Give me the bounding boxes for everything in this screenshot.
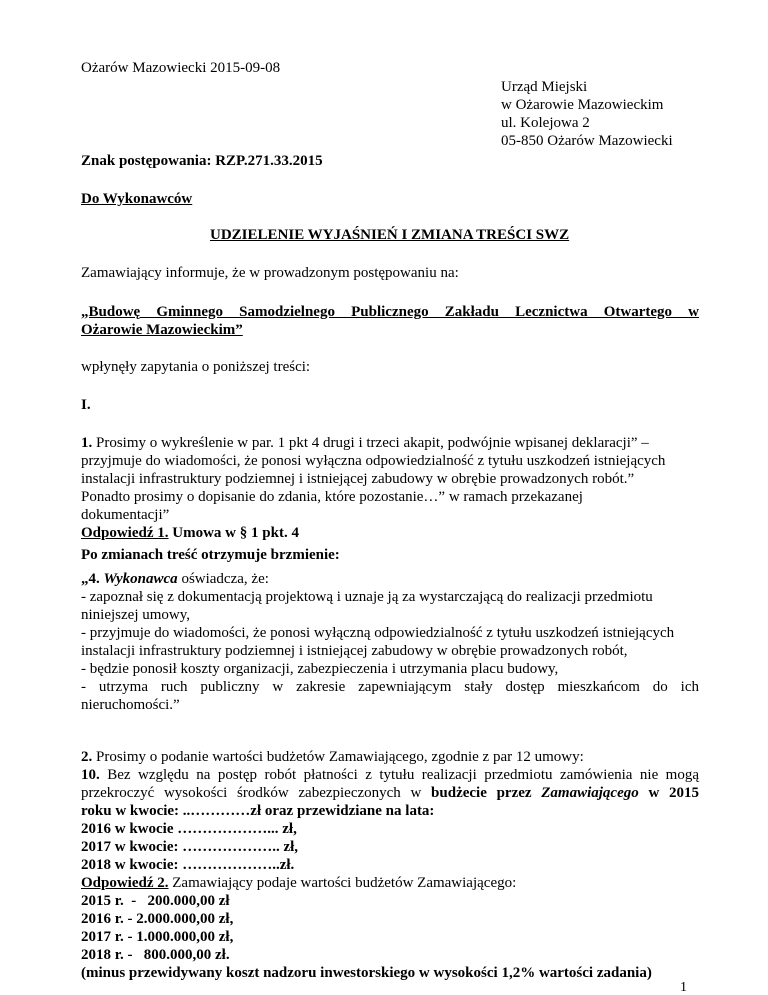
answer-2-text: Zamawiający podaje wartości budżetów Zamawiającego:: [168, 875, 517, 891]
paragraph-10-text: Bez względu na postęp robót płatności z tytułu realizacji przedmiotu zamówienia nie mogą: [107, 767, 700, 783]
quote-bullet-1: - zapoznał się z dokumentacją projektową i uznaje ją za wystarczającą do realizacji przedmiotu: [81, 589, 653, 605]
year-2018-line: 2018 w kwocie: ………………..zł.: [81, 857, 295, 873]
quote-bullet-2: - przyjmuje do wiadomości, że ponosi wyłączną odpowiedzialność z tytułu uszkodzeń istniejących: [81, 625, 675, 641]
intro-text: Zamawiający informuje, że w prowadzonym postępowaniu na:: [81, 265, 459, 281]
question-1-number: 1.: [81, 435, 93, 451]
answer-2-label: Odpowiedź 2.: [81, 875, 169, 891]
quote-bullet-2-cont: instalacji infrastruktury podziemnej i istniejącej zabudowy w obrębie prowadzonych robót,: [81, 643, 628, 659]
quote-bullet-1-cont: niniejszej umowy,: [81, 607, 191, 623]
answer-1-heading: [81, 524, 299, 542]
project-title-line-2: Ożarowie Mazowieckim”: [81, 322, 243, 338]
after-change-heading: Po zmianach treść otrzymuje brzmienie:: [81, 547, 340, 563]
answer-2-heading: [81, 874, 516, 892]
paragraph-10-employer: Zamawiającego: [541, 785, 639, 801]
paragraph-10-l2a: przekroczyć wysokości środków zabezpieczonych w: [81, 785, 432, 801]
received-text: wpłynęły zapytania o poniższej treści:: [81, 359, 311, 375]
addressee: Do Wykonawców: [81, 191, 193, 207]
paragraph-10-line-2: [81, 784, 699, 802]
question-1-text: Prosimy o wykreślenie w par. 1 pkt 4 drugi i trzeci akapit, podwójnie wpisanej deklaracji” –: [96, 435, 649, 451]
question-1-line-4: Ponadto prosimy o dopisanie do zdania, które pozostanie…” w ramach przekazanej: [81, 489, 583, 505]
question-2-text: Prosimy o podanie wartości budżetów Zamawiającego, zgodnie z par 12 umowy:: [96, 749, 584, 765]
recipient-line-2: w Ożarowie Mazowieckim: [501, 97, 664, 113]
quote-bullet-4-cont: nieruchomości.”: [81, 697, 180, 713]
paragraph-10-l2e: w 2015: [638, 785, 699, 801]
question-1-line-1: [81, 434, 649, 452]
question-1-line-3: instalacji infrastruktury podziemnej i istniejącej zabudowy w obrębie prowadzonych robót.”: [81, 471, 635, 487]
recipient-line-1: Urząd Miejski: [501, 79, 588, 95]
recipient-line-4: 05-850 Ożarów Mazowiecki: [501, 133, 673, 149]
paragraph-10-l2c: przez: [486, 785, 542, 801]
quote-contractor: Wykonawca: [103, 571, 178, 587]
quote-bullet-4: - utrzyma ruch publiczny w zakresie zapewniającym stały dostęp mieszkańcom do ich: [81, 679, 699, 695]
budget-2017: 2017 r. - 1.000.000,00 zł,: [81, 929, 234, 945]
question-2-line-1: [81, 748, 584, 766]
answer-1-label: Odpowiedź 1.: [81, 525, 169, 541]
page-title: UDZIELENIE WYJAŚNIEŃ I ZMIANA TREŚCI SWZ: [210, 227, 570, 243]
case-number: Znak postępowania: RZP.271.33.2015: [81, 153, 323, 169]
question-1-line-2: przyjmuje do wiadomości, że ponosi wyłączna odpowiedzialność z tytułu uszkodzeń istniejących: [81, 453, 666, 469]
paragraph-10-number: 10.: [81, 767, 100, 783]
quote-rest: oświadcza, że:: [177, 571, 269, 587]
place-date: Ożarów Mazowiecki 2015-09-08: [81, 60, 281, 76]
budget-2018: 2018 r. - 800.000,00 zł.: [81, 947, 230, 963]
paragraph-10-line-3: roku w kwocie: ..…………zł oraz przewidziane na lata:: [81, 803, 435, 819]
question-2-number: 2.: [81, 749, 93, 765]
page-number: 1: [680, 980, 687, 995]
budget-2015: 2015 r. - 200.000,00 zł: [81, 893, 230, 909]
quote-bullet-3: - będzie ponosił koszty organizacji, zabezpieczenia i utrzymania placu budowy,: [81, 661, 559, 677]
paragraph-10-budget: budżecie: [431, 785, 487, 801]
recipient-line-3: ul. Kolejowa 2: [501, 115, 590, 131]
year-2017-line: 2017 w kwocie: ……………….. zł,: [81, 839, 299, 855]
paragraph-10-line-1: [81, 766, 699, 784]
project-title-line-1: „Budowę Gminnego Samodzielnego Publicznego Zakładu Lecznictwa Otwartego w: [81, 304, 699, 320]
quote-heading: [81, 570, 269, 588]
question-1-line-5: dokumentacji”: [81, 507, 170, 523]
budget-2016: 2016 r. - 2.000.000,00 zł,: [81, 911, 234, 927]
section-heading: I.: [81, 397, 91, 413]
year-2016-line: 2016 w kwocie ………………... zł,: [81, 821, 297, 837]
answer-1-ref: Umowa w § 1 pkt. 4: [168, 525, 299, 541]
quote-number: „4.: [81, 571, 100, 587]
supervision-note: (minus przewidywany koszt nadzoru inwestorskiego w wysokości 1,2% wartości zadania): [81, 965, 652, 981]
